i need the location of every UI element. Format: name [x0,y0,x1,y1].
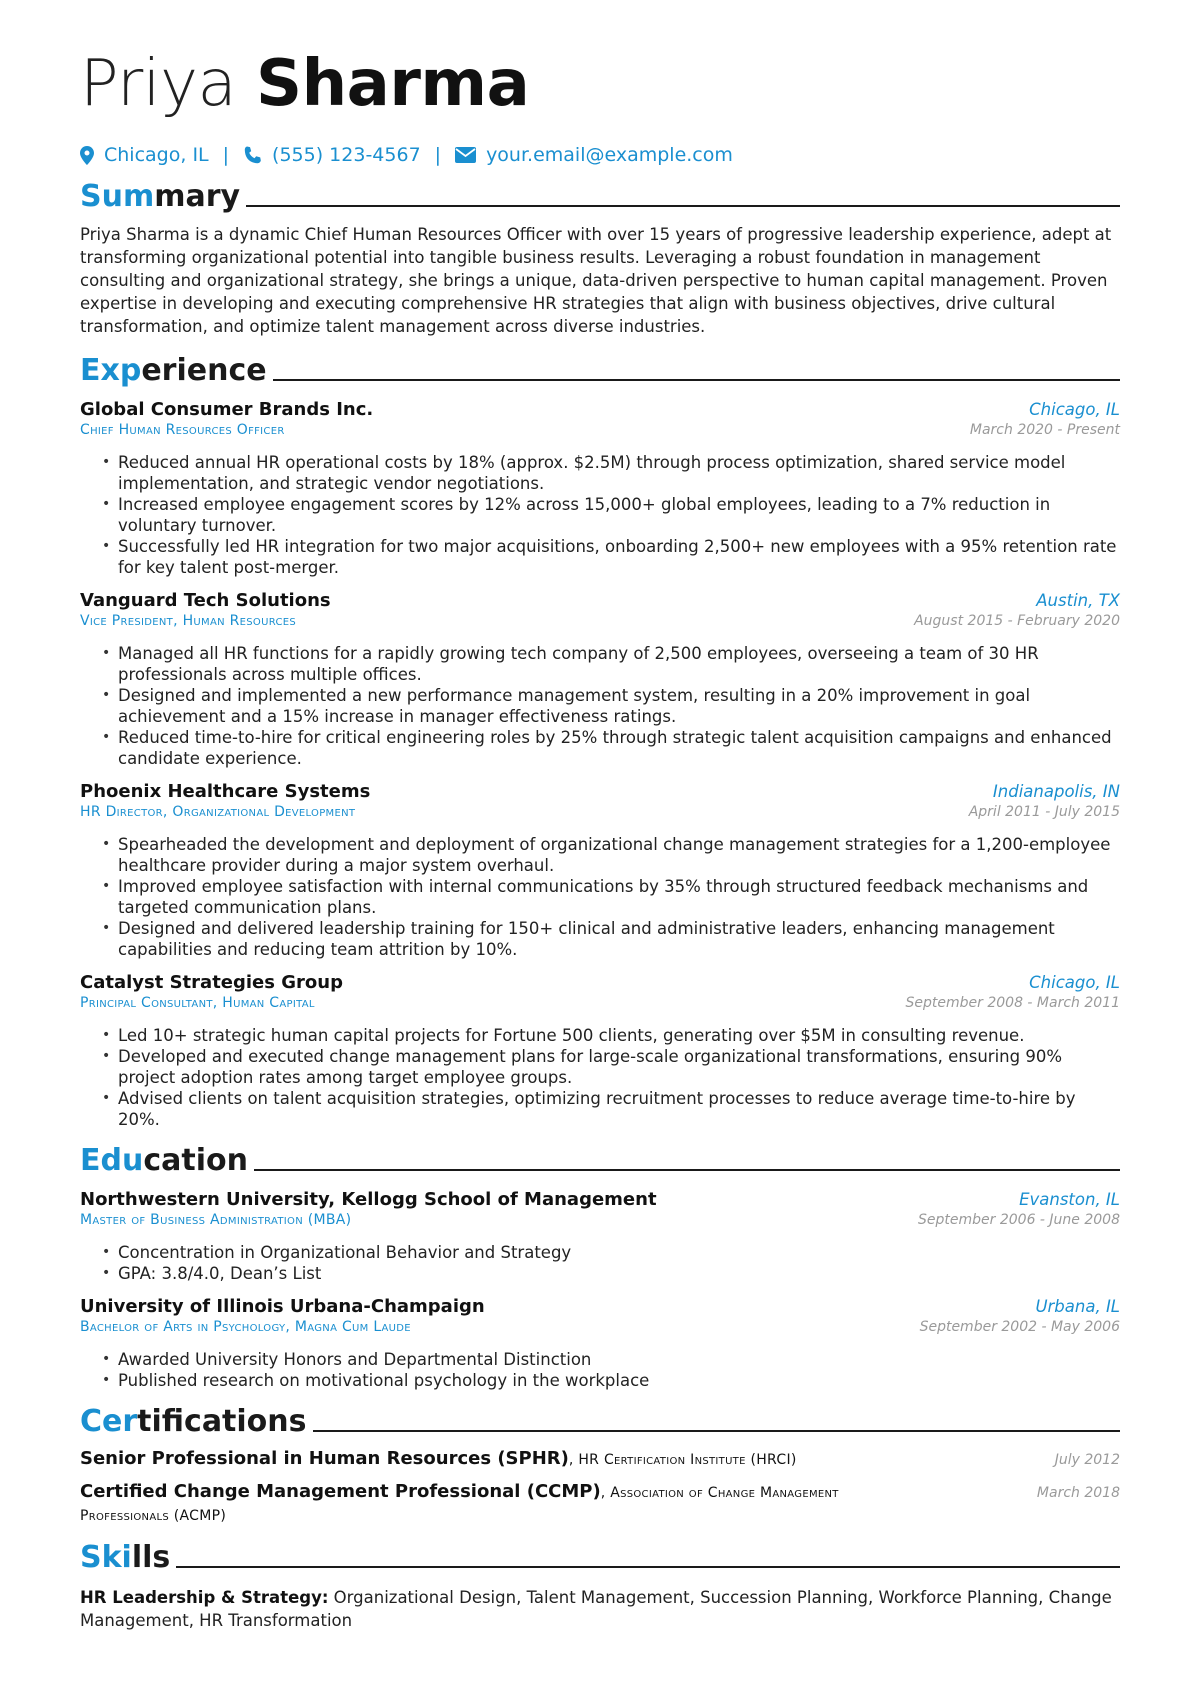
role-title: Bachelor of Arts in Psychology, Magna Cum Laude [80,1319,411,1335]
bullet-item: • Led 10+ strategic human capital projects for Fortune 500 clients, generating over $5M in consulting revenue. [118,1025,1120,1046]
entry-location: Austin, TX [1036,591,1120,610]
contact-phone[interactable] [243,144,421,166]
contact-location [80,144,209,166]
bullet-item: • Spearheaded the development and deployment of organizational change management strategies for a 1,200-employee healthcare provider during a major system overhaul. [118,834,1120,876]
summary-title-rest: mary [154,179,241,214]
entry-subheader [80,804,1120,820]
entry-location: Indianapolis, IN [992,782,1120,801]
section-title-summary [80,180,1120,213]
bullet-item: • GPA: 3.8/4.0, Dean’s List [118,1263,1120,1284]
certifications-title-highlight: Cer [80,1404,138,1439]
first-name: Priya [80,47,237,121]
bullet-item: • Developed and executed change management plans for large-scale organizational transformations, ensuring 90% project adoption rates among target employee groups. [118,1046,1120,1088]
certification-text [80,1481,910,1527]
bullet-list [80,1025,1120,1130]
location-text: Chicago, IL [104,144,209,166]
bullet-list [80,1349,1120,1391]
section-title-certifications [80,1405,1120,1438]
skills-text: Organizational Design, Talent Management, Succession Planning, Workforce Planning, Change Management, HR Transformation [80,1588,1112,1630]
bullet-list [80,834,1120,960]
contact-separator: | [222,144,230,166]
certification-entry [80,1448,1120,1471]
skills-line [80,1586,1120,1632]
entry-location: Urbana, IL [1035,1297,1120,1316]
experience-entry [80,590,1120,769]
organization-name: University of Illinois Urbana-Champaign [80,1296,485,1317]
experience-list [80,399,1120,1130]
entry-dates: September 2002 - May 2006 [919,1319,1120,1335]
last-name: Sharma [256,47,530,121]
organization-name: Catalyst Strategies Group [80,972,343,993]
contact-separator: | [434,144,442,166]
map-pin-icon [80,146,94,165]
bullet-item: • Increased employee engagement scores by 12% across 15,000+ global employees, leading to a 7% reduction in voluntary turnover. [118,494,1120,536]
role-title: Chief Human Resources Officer [80,422,285,438]
resume-page [80,30,1120,1632]
bullet-item: • Designed and delivered leadership training for 150+ clinical and administrative leaders, enhancing management capabilities and reducing team attrition by 10%. [118,918,1120,960]
organization-name: Vanguard Tech Solutions [80,590,331,611]
experience-entry [80,399,1120,578]
bullet-item: • Reduced time-to-hire for critical engineering roles by 25% through strategic talent acquisition campaigns and enhanced candidate experience. [118,727,1120,769]
entry-header [80,399,1120,420]
certifications-list [80,1448,1120,1527]
bullet-list [80,452,1120,578]
education-title-rest: cation [143,1143,248,1178]
skills-label: HR Leadership & Strategy: [80,1588,329,1607]
bullet-item: • Improved employee satisfaction with internal communications by 35% through structured feedback mechanisms and targeted communication plans. [118,876,1120,918]
bullet-item: • Awarded University Honors and Departmental Distinction [118,1349,1120,1370]
certification-text [80,1448,910,1471]
role-title: Vice President, Human Resources [80,613,297,629]
section-rule [246,205,1120,207]
entry-dates: September 2008 - March 2011 [905,995,1120,1011]
section-rule [176,1566,1120,1568]
experience-title-rest: erience [141,353,267,388]
certification-date: March 2018 [1036,1485,1120,1501]
summary-title-highlight: Sum [80,179,155,214]
entry-header [80,1189,1120,1210]
bullet-item: • Designed and implemented a new performance management system, resulting in a 20% improvement in goal achievement and a 15% increase in manager effectiveness ratings. [118,685,1120,727]
entry-dates: March 2020 - Present [969,422,1120,438]
entry-dates: September 2006 - June 2008 [918,1212,1120,1228]
entry-header [80,972,1120,993]
experience-title-highlight: Exp [80,353,142,388]
skills-title-rest: lls [131,1540,171,1575]
section-title-skills [80,1541,1120,1574]
entry-dates: April 2011 - July 2015 [968,804,1120,820]
phone-text: (555) 123-4567 [272,144,421,166]
bullet-item: • Published research on motivational psychology in the workplace [118,1370,1120,1391]
bullet-item: • Advised clients on talent acquisition strategies, optimizing recruitment processes to reduce average time-to-hire by 20%. [118,1088,1120,1130]
email-text: your.email@example.com [486,144,733,166]
education-list [80,1189,1120,1391]
experience-entry [80,972,1120,1130]
bullet-item: • Managed all HR functions for a rapidly growing tech company of 2,500 employees, overseeing a team of 30 HR professionals across multiple offices. [118,643,1120,685]
certification-entry [80,1481,1120,1527]
bullet-item: • Successfully led HR integration for two major acquisitions, onboarding 2,500+ new employees with a 95% retention rate for key talent post-merger. [118,536,1120,578]
bullet-list [80,1242,1120,1284]
bullet-list [80,643,1120,769]
bullet-item: • Reduced annual HR operational costs by 18% (approx. $2.5M) through process optimization, shared service model implementation, and strategic vendor negotiations. [118,452,1120,494]
entry-location: Chicago, IL [1029,400,1120,419]
education-entry [80,1189,1120,1284]
certification-name: Senior Professional in Human Resources (SPHR) [80,1448,569,1469]
experience-entry [80,781,1120,960]
contact-email[interactable] [455,144,733,166]
section-title-experience [80,354,1120,387]
organization-name: Northwestern University, Kellogg School of Management [80,1189,657,1210]
bullet-item: • Concentration in Organizational Behavior and Strategy [118,1242,1120,1263]
certification-date: July 2012 [1054,1452,1120,1468]
certification-issuer: , Association of Change Management Professionals (ACMP) [80,1485,839,1524]
entry-subheader [80,995,1120,1011]
skills-title-highlight: Ski [80,1540,132,1575]
entry-header [80,781,1120,802]
certification-issuer: , HR Certification Institute (HRCI) [568,1452,797,1468]
education-title-highlight: Edu [80,1143,144,1178]
entry-subheader [80,1319,1120,1335]
section-title-education [80,1144,1120,1177]
summary-text: Priya Sharma is a dynamic Chief Human Resources Officer with over 15 years of progressive leadership experience, adept at transforming organizational potential into tangible business results. Leveraging a robust foundation in management consulting and organizational strategy, she brings a unique, data-driven perspective to human capital management. Proven expertise in developing and executing comprehensive HR strategies that align with business objectives, drive cultural transformation, and optimize talent management across diverse industries. [80,225,1112,336]
section-rule [273,379,1120,381]
section-rule [254,1169,1120,1171]
role-title: HR Director, Organizational Development [80,804,356,820]
education-entry [80,1296,1120,1391]
candidate-name [80,47,1120,121]
certifications-title-rest: tifications [137,1404,307,1439]
entry-location: Chicago, IL [1029,973,1120,992]
entry-header [80,1296,1120,1317]
entry-subheader [80,422,1120,438]
entry-location: Evanston, IL [1019,1190,1120,1209]
contact-line [80,144,1120,166]
entry-dates: August 2015 - February 2020 [914,613,1120,629]
envelope-icon [455,147,476,163]
section-rule [313,1430,1120,1432]
entry-subheader [80,1212,1120,1228]
entry-subheader [80,613,1120,629]
entry-header [80,590,1120,611]
organization-name: Global Consumer Brands Inc. [80,399,374,420]
role-title: Principal Consultant, Human Capital [80,995,315,1011]
organization-name: Phoenix Healthcare Systems [80,781,371,802]
certification-name: Certified Change Management Professional (CCMP) [80,1481,601,1502]
phone-icon [243,146,262,165]
role-title: Master of Business Administration (MBA) [80,1212,352,1228]
